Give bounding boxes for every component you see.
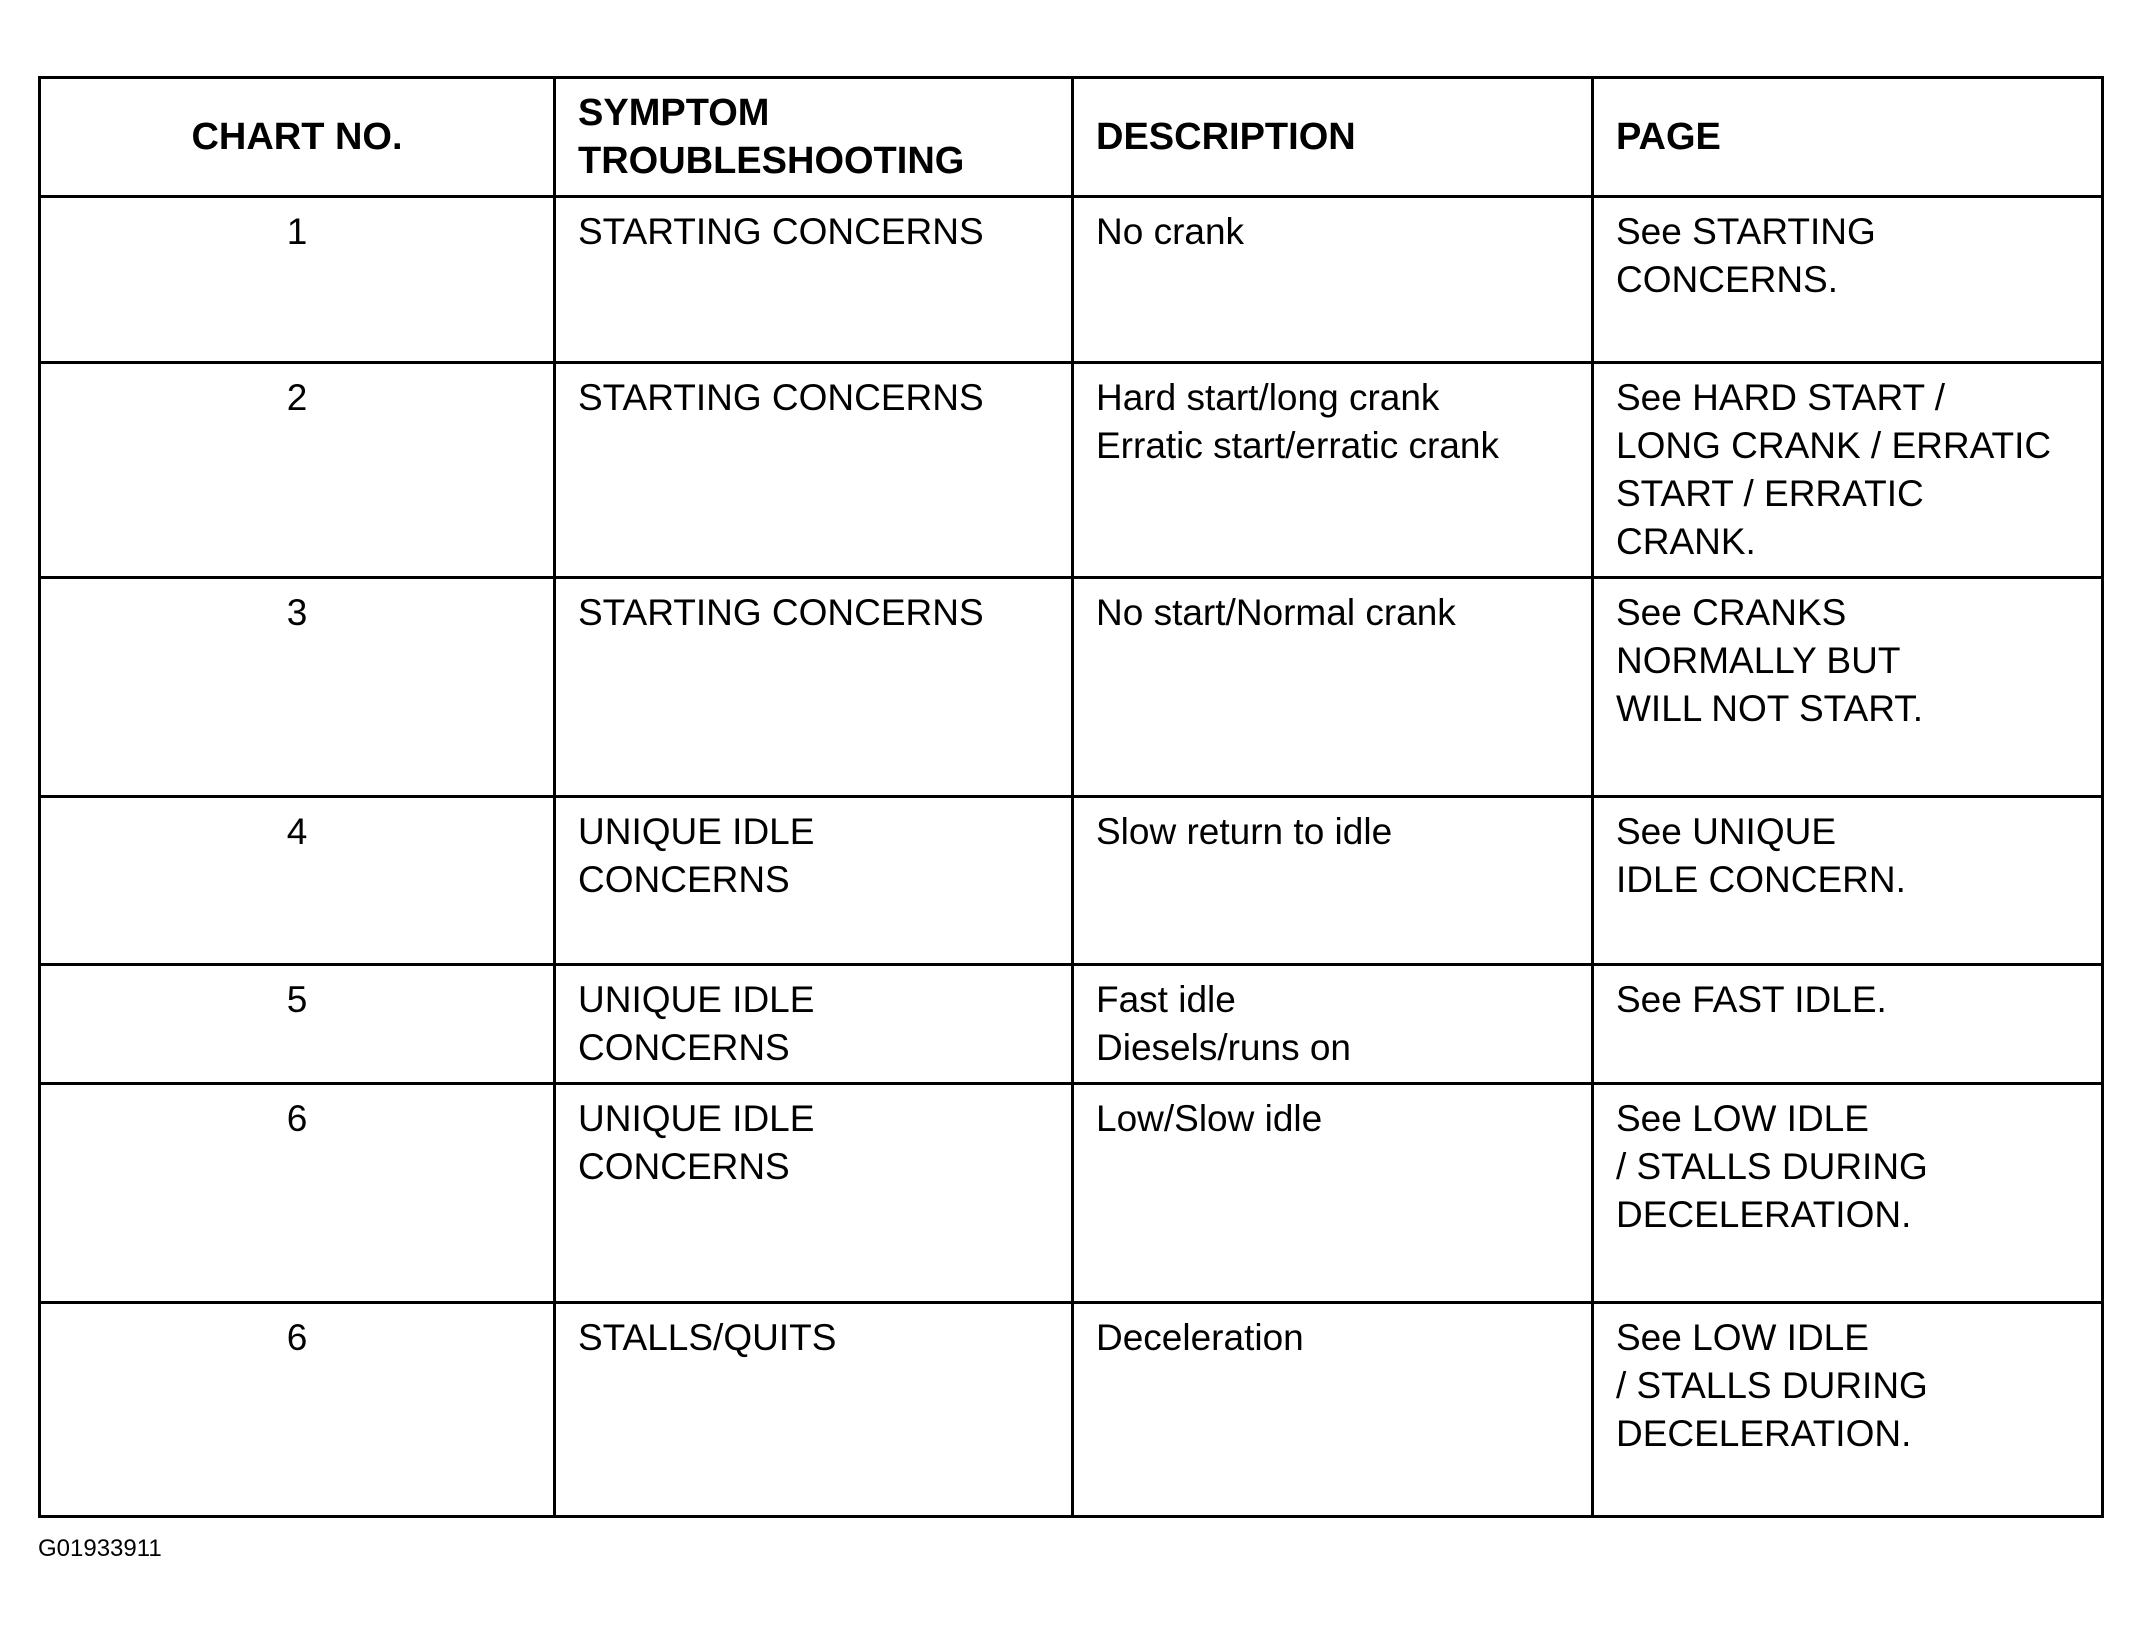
cell-page-line: See LOW IDLE (1616, 1098, 1869, 1139)
cell-chart-no (40, 578, 555, 797)
cell-page (1593, 965, 2103, 1084)
table-row (40, 965, 2103, 1084)
table-row (40, 197, 2103, 363)
cell-chart-no-line: 6 (286, 1098, 308, 1139)
cell-page-line: IDLE CONCERN. (1616, 859, 1906, 900)
table-row (40, 578, 2103, 797)
cell-page-line: See STARTING (1616, 211, 1876, 252)
cell-page-line: See HARD START / (1616, 377, 1945, 418)
cell-description (1073, 797, 1593, 965)
cell-description-line: Hard start/long crank (1096, 377, 1440, 418)
header-row (40, 78, 2103, 197)
cell-symptom-line: CONCERNS (578, 1027, 790, 1068)
table-row (40, 1303, 2103, 1517)
cell-chart-no (40, 197, 555, 363)
cell-page-line: See CRANKS (1616, 592, 1847, 633)
cell-description (1073, 965, 1593, 1084)
cell-page-line: LONG CRANK / ERRATIC (1616, 425, 2052, 466)
cell-symptom-line: UNIQUE IDLE (578, 979, 815, 1020)
cell-symptom-line: CONCERNS (578, 859, 790, 900)
cell-symptom-line: STALLS/QUITS (578, 1317, 837, 1358)
header-page-line: PAGE (1616, 116, 1721, 158)
cell-description-line: Fast idle (1096, 979, 1236, 1020)
cell-chart-no (40, 1303, 555, 1517)
cell-chart-no-line: 2 (286, 377, 308, 418)
cell-symptom (555, 1084, 1073, 1303)
cell-chart-no (40, 1084, 555, 1303)
cell-page (1593, 363, 2103, 578)
cell-chart-no (40, 363, 555, 578)
cell-chart-no-line: 5 (286, 979, 308, 1020)
cell-symptom-line: CONCERNS (578, 1146, 790, 1187)
cell-symptom-line: STARTING CONCERNS (578, 377, 984, 418)
cell-page (1593, 578, 2103, 797)
cell-symptom (555, 1303, 1073, 1517)
figure-id-label: G01933911 (38, 1535, 162, 1562)
cell-description (1073, 578, 1593, 797)
header-symptom-line: SYMPTOM (578, 92, 770, 134)
cell-chart-no (40, 965, 555, 1084)
cell-page (1593, 1303, 2103, 1517)
cell-description-line: Deceleration (1096, 1317, 1304, 1358)
header-symptom-line: TROUBLESHOOTING (578, 140, 965, 182)
cell-page-line: START / ERRATIC (1616, 473, 1924, 514)
cell-description-line: No start/Normal crank (1096, 592, 1456, 633)
cell-symptom-line: STARTING CONCERNS (578, 211, 984, 252)
cell-page-line: / STALLS DURING (1616, 1146, 1928, 1187)
cell-page (1593, 1084, 2103, 1303)
cell-chart-no-line: 3 (286, 592, 308, 633)
header-description (1073, 78, 1593, 197)
cell-chart-no (40, 797, 555, 965)
cell-symptom (555, 578, 1073, 797)
cell-description-line: No crank (1096, 211, 1245, 252)
cell-page-line: CRANK. (1616, 521, 1756, 562)
cell-description (1073, 1084, 1593, 1303)
cell-description-line: Diesels/runs on (1096, 1027, 1352, 1068)
cell-page-line: WILL NOT START. (1616, 688, 1924, 729)
cell-page-line: DECELERATION. (1616, 1194, 1912, 1235)
cell-symptom-line: UNIQUE IDLE (578, 1098, 815, 1139)
cell-description-line: Erratic start/erratic crank (1096, 425, 1499, 466)
cell-page (1593, 197, 2103, 363)
cell-symptom (555, 797, 1073, 965)
header-description-line: DESCRIPTION (1096, 116, 1356, 158)
header-symptom-troubleshooting (555, 78, 1073, 197)
table-body (40, 197, 2103, 1517)
cell-page-line: CONCERNS. (1616, 259, 1839, 300)
cell-chart-no-line: 4 (286, 811, 308, 852)
cell-chart-no-line: 6 (286, 1317, 308, 1358)
cell-description-line: Low/Slow idle (1096, 1098, 1323, 1139)
symptom-chart-table (38, 76, 2104, 1518)
cell-symptom-line: UNIQUE IDLE (578, 811, 815, 852)
cell-page-line: DECELERATION. (1616, 1413, 1912, 1454)
cell-description (1073, 1303, 1593, 1517)
cell-description-line: Slow return to idle (1096, 811, 1393, 852)
cell-page-line: NORMALLY BUT (1616, 640, 1901, 681)
cell-chart-no-line: 1 (286, 211, 308, 252)
cell-symptom (555, 197, 1073, 363)
cell-page-line: / STALLS DURING (1616, 1365, 1928, 1406)
cell-page-line: See FAST IDLE. (1616, 979, 1887, 1020)
cell-symptom-line: STARTING CONCERNS (578, 592, 984, 633)
cell-page (1593, 797, 2103, 965)
table-row (40, 1084, 2103, 1303)
cell-page-line: See LOW IDLE (1616, 1317, 1869, 1358)
header-page (1593, 78, 2103, 197)
header-chart-no (40, 78, 555, 197)
table-row (40, 363, 2103, 578)
header-chart-no-line: CHART NO. (191, 116, 403, 158)
cell-description (1073, 363, 1593, 578)
cell-page-line: See UNIQUE (1616, 811, 1837, 852)
cell-description (1073, 197, 1593, 363)
cell-symptom (555, 363, 1073, 578)
cell-symptom (555, 965, 1073, 1084)
table-row (40, 797, 2103, 965)
